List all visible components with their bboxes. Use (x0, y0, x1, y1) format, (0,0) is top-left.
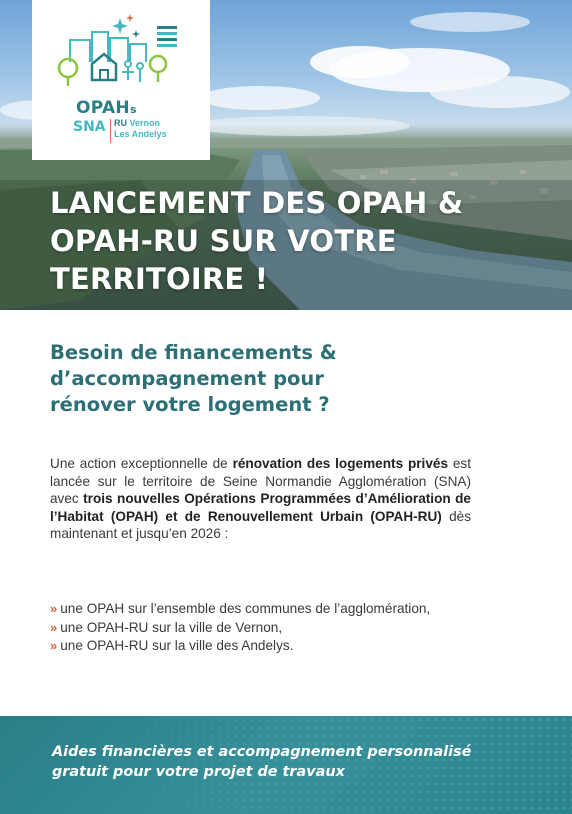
intro-bold-renovation: rénovation des logements privés (232, 456, 449, 471)
opah-list (50, 600, 430, 656)
section-subtitle (50, 340, 470, 418)
intro-paragraph: Une action exceptionnelle de rénovation des logements privés est lancée sur le territoire de Seine Normandie Agglomération (SNA) avec trois nouvelles Opérations Programmées d’Amélioration de l’Habitat (OPAH) et de Renouvellement Urbain (OPAH-RU) dès maintenant et jusqu’en 2026 : (50, 456, 471, 542)
logo-divider (110, 119, 111, 143)
hero-title (50, 184, 530, 298)
list-item: » une OPAH-RU sur la ville de Vernon, (50, 619, 283, 635)
logo-houses-icon (32, 0, 210, 100)
hero-title-line3: TERRITOIRE ! (50, 262, 269, 296)
intro-bold-operations: trois nouvelles Opérations Programmées d’Amélioration de l’Habitat (OPAH) et de Renouvellement Urbain (OPAH-RU) (50, 491, 471, 524)
chevron-right-icon: » (50, 601, 55, 616)
list-item: » une OPAH-RU sur la ville des Andelys. (50, 638, 294, 653)
hero-title-line2: OPAH-RU SUR VOTRE (50, 224, 397, 258)
logo-brand: OPAHs (76, 98, 137, 118)
chevron-right-icon: » (50, 638, 55, 653)
opahs-logo (32, 0, 210, 160)
logo-ru-block: RU Vernon Les Andelys (114, 118, 167, 139)
banner-line2: gratuit pour votre projet de travaux (52, 764, 345, 780)
subtitle-line2: d’accompagnement pour (50, 367, 324, 390)
banner-line1: Aides financières et accompagnement personnalisé (52, 744, 472, 760)
list-item: » une OPAH sur l’ensemble des communes de l’agglomération, (50, 601, 431, 616)
banner-text (52, 742, 522, 782)
subtitle-line3: rénover votre logement ? (50, 393, 330, 416)
logo-sna: SNA (73, 119, 106, 135)
chevron-right-icon: » (50, 619, 55, 635)
hero-title-line1: LANCEMENT DES OPAH & (50, 186, 464, 220)
footer-banner (0, 716, 572, 814)
subtitle-line1: Besoin de financements & (50, 341, 337, 364)
